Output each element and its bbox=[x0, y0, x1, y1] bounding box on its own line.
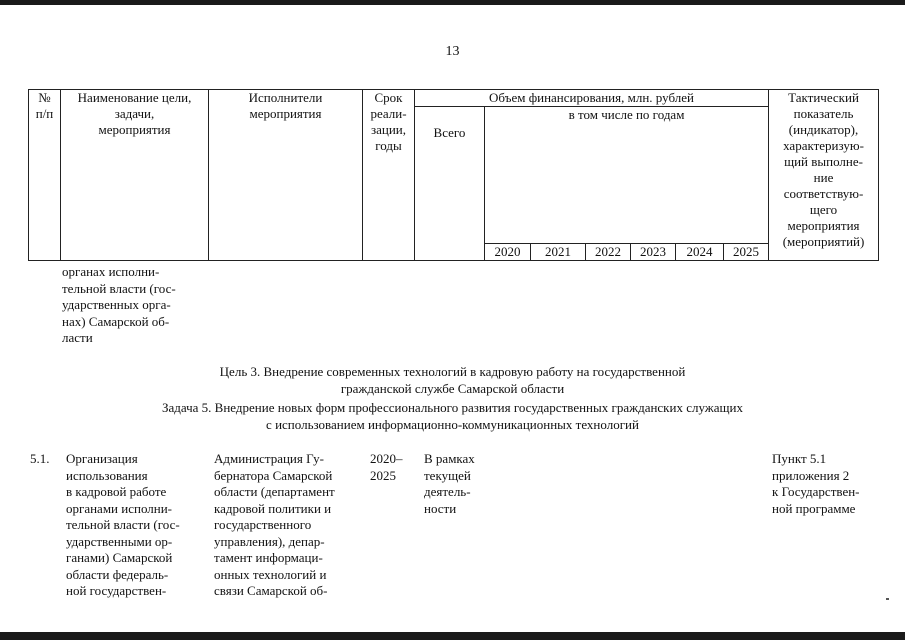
header-year: 2024 bbox=[676, 243, 724, 261]
row-num: 5.1. bbox=[30, 451, 50, 466]
header-year: 2021 bbox=[531, 243, 586, 261]
header-year: 2022 bbox=[586, 243, 631, 261]
header-year: 2023 bbox=[631, 243, 676, 261]
header-num: № п/п bbox=[29, 90, 61, 261]
row-name: Организация использования в кадровой работе органами исполни- тельной власти (гос- ударственными ор- ганами) Самарской области федераль- ной государствен- bbox=[66, 451, 180, 598]
header-executors: Исполнители мероприятия bbox=[209, 90, 363, 261]
table-header bbox=[28, 89, 879, 261]
header-year: 2020 bbox=[485, 243, 531, 261]
row-funding: В рамках текущей деятель- ности bbox=[424, 451, 475, 516]
bottom-scan-border bbox=[0, 632, 905, 640]
header-by-years: в том числе по годам bbox=[485, 107, 769, 244]
row-indicator: Пункт 5.1 приложения 2 к Государствен- ной программе bbox=[772, 451, 860, 516]
top-scan-border bbox=[0, 0, 905, 5]
scan-speck bbox=[886, 598, 889, 600]
row-term: 2020– 2025 bbox=[370, 451, 403, 483]
row-executors: Администрация Гу- бернатора Самарской области (департамент кадровой политики и государственного управления), депар- тамент информаци- онных технологий и связи Самарской об- bbox=[214, 451, 335, 598]
header-year: 2025 bbox=[724, 243, 769, 261]
continuation-text: органах исполни- тельной власти (гос- ударственных орга- нах) Самарской об- ласти bbox=[62, 264, 176, 345]
header-total: Всего bbox=[415, 107, 485, 261]
goal-heading: Цель 3. Внедрение современных технологий в кадровую работу на государственной гражданской службе Самарской области bbox=[219, 364, 686, 396]
header-term: Срок реали- зации, годы bbox=[363, 90, 415, 261]
header-name: Наименование цели, задачи, мероприятия bbox=[61, 90, 209, 261]
task-heading: Задача 5. Внедрение новых форм профессионального развития государственных гражданских служащих с использованием информационно-коммуникационных технологий bbox=[161, 400, 744, 432]
page-number: 13 bbox=[445, 44, 460, 59]
header-indicator: Тактический показатель (индикатор), характеризую- щий выполне- ние соответствую- щего мероприятия (мероприятий) bbox=[769, 90, 879, 261]
header-funding: Объем финансирования, млн. рублей bbox=[415, 90, 769, 107]
